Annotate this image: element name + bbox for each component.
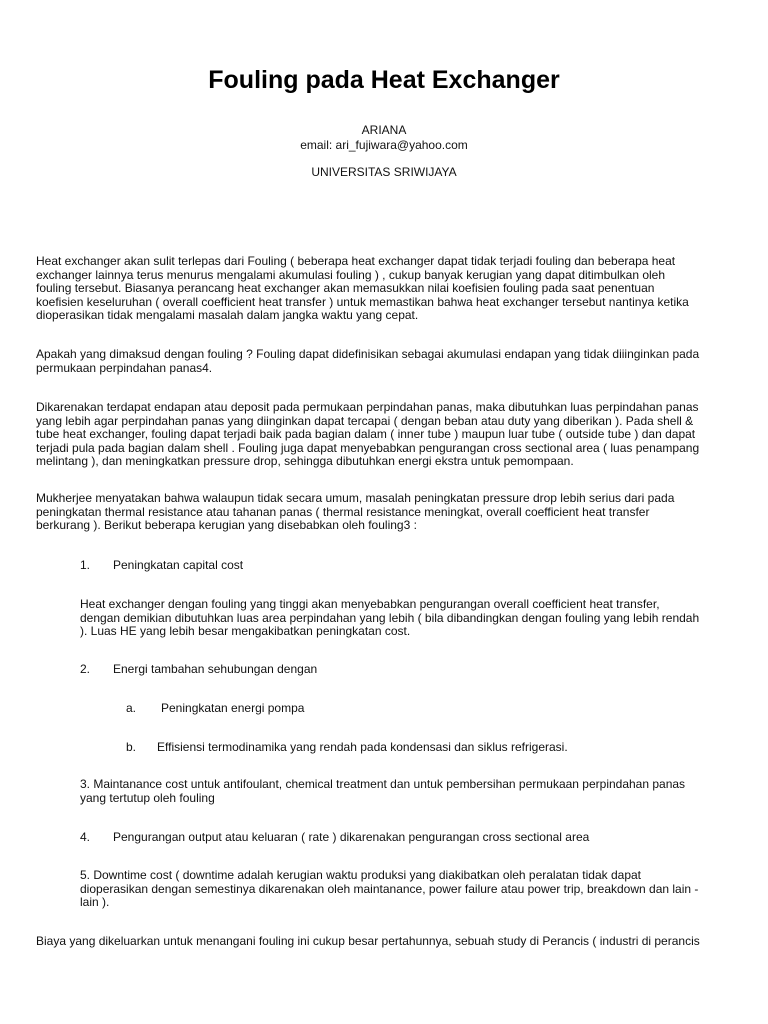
paragraph-cost [36, 935, 732, 949]
paragraph-line: melintang ), dan meningkatkan pressure drop, sehingga dibutuhkan energi ekstra untuk pemompaan. [36, 454, 574, 469]
paragraph-line: ). Luas HE yang lebih besar mengakibatkan peningkatan cost. [80, 624, 411, 639]
paragraph-line: exchanger lainnya terus menurus mengalami akumulasi fouling ) , cukup banyak kerugian yang dapat ditimbulkan oleh [36, 267, 666, 282]
sub-item-letter: a. [126, 701, 137, 715]
paragraph-line: dioperasikan tidak mengalami masalah dalam jangka waktu yang cepat. [36, 308, 419, 323]
paragraph-line: terjadi pula pada bagian dalam shell . Fouling juga dapat menyebabkan pengurangan cross sectional area ( luas penampang [36, 440, 700, 455]
list-item-number: 2. [80, 662, 91, 676]
sub-item-letter: b. [126, 740, 137, 754]
author-email: email: ari_fujiwara@yahoo.com [300, 138, 468, 152]
author-name: ARIANA [361, 123, 407, 137]
paragraph-line: yang lebih agar perpindahan panas yang diinginkan dapat tercapai ( dengan beban atau duty yang diberikan ). Pada shell & [36, 413, 694, 428]
paragraph-line: lain ). [80, 895, 110, 910]
list-item-number: 4. [80, 830, 91, 844]
paragraph-line: peningkatan thermal resistance atau tahanan panas ( thermal resistance meningkat, overall coefficient heat transfer [36, 504, 650, 519]
paragraph-definition [36, 348, 732, 375]
list-item-description [80, 598, 740, 639]
paragraph-intro [36, 255, 732, 323]
list-item-text: Energi tambahan sehubungan dengan [113, 662, 318, 676]
paragraph-line: Heat exchanger akan sulit terlepas dari Fouling ( beberapa heat exchanger dapat tidak terjadi fouling dan beberapa heat [36, 254, 676, 268]
sub-item-text: Peningkatan energi pompa [161, 701, 305, 715]
paragraph-line: Dikarenakan terdapat endapan atau deposit pada permukaan perpindahan panas, maka dibutuhkan luas perpindahan panas [36, 400, 699, 414]
list-item-downtime [80, 869, 740, 910]
paragraph-line: dioperasikan dengan semestinya dikarenakan oleh maintanance, power failure atau power trip, breakdown dan lain - [80, 881, 699, 896]
paragraph-line: dengan demikian dibutuhkan luas area perpindahan yang lebih ( bila dibandingkan dengan fouling yang lebih rendah [80, 610, 700, 625]
paragraph-line: permukaan perpindahan panas4. [36, 360, 213, 375]
paragraph-line: Heat exchanger dengan fouling yang tinggi akan menyebabkan pengurangan overall coefficient heat transfer, [80, 597, 660, 611]
paragraph-line: Apakah yang dimaksud dengan fouling ? Fouling dapat didefinisikan sebagai akumulasi endapan yang tidak diiinginkan pada [36, 347, 700, 361]
paragraph-line: berkurang ). Berikut beberapa kerugian yang disebabkan oleh fouling3 : [36, 518, 417, 533]
paragraph-deposit [36, 401, 732, 469]
list-item-text: Peningkatan capital cost [113, 558, 244, 572]
paragraph-mukherjee [36, 492, 732, 533]
paragraph-line: 3. Maintanance cost untuk antifoulant, chemical treatment dan untuk pembersihan permukaan perpindahan panas [80, 777, 686, 791]
sub-item-text: Effisiensi termodinamika yang rendah pada kondensasi dan siklus refrigerasi. [157, 740, 568, 754]
paragraph-line: tube heat exchanger, fouling dapat terjadi baik pada bagian dalam ( inner tube ) maupun luar tube ( outside tube ) dan dapat [36, 427, 696, 442]
list-item-number: 1. [80, 558, 91, 572]
paragraph-line: Biaya yang dikeluarkan untuk menangani fouling ini cukup besar pertahunnya, sebuah study di Perancis ( industri di perancis [36, 934, 700, 948]
paragraph-line: koefisien keseluruhan ( overall coefficient heat transfer ) untuk memastikan bahwa heat exchanger tersebut nantinya ketika [36, 294, 689, 309]
author-affiliation: UNIVERSITAS SRIWIJAYA [311, 165, 457, 179]
paragraph-line: fouling tersebut. Biasanya perancang heat exchanger akan memasukkan nilai koefisien fouling pada saat penentuan [36, 281, 655, 296]
document-title: Fouling pada Heat Exchanger [208, 66, 560, 94]
paragraph-line: Mukherjee menyatakan bahwa walaupun tidak secara umum, masalah peningkatan pressure drop lebih serius dari pada [36, 491, 675, 505]
paragraph-line: yang tertutup oleh fouling [80, 790, 215, 805]
list-item-maintenance [80, 778, 740, 805]
paragraph-line: 5. Downtime cost ( downtime adalah kerugian waktu produksi yang diakibatkan oleh peralatan tidak dapat [80, 868, 641, 882]
list-item-text: Pengurangan output atau keluaran ( rate ) dikarenakan pengurangan cross sectional area [113, 830, 590, 844]
